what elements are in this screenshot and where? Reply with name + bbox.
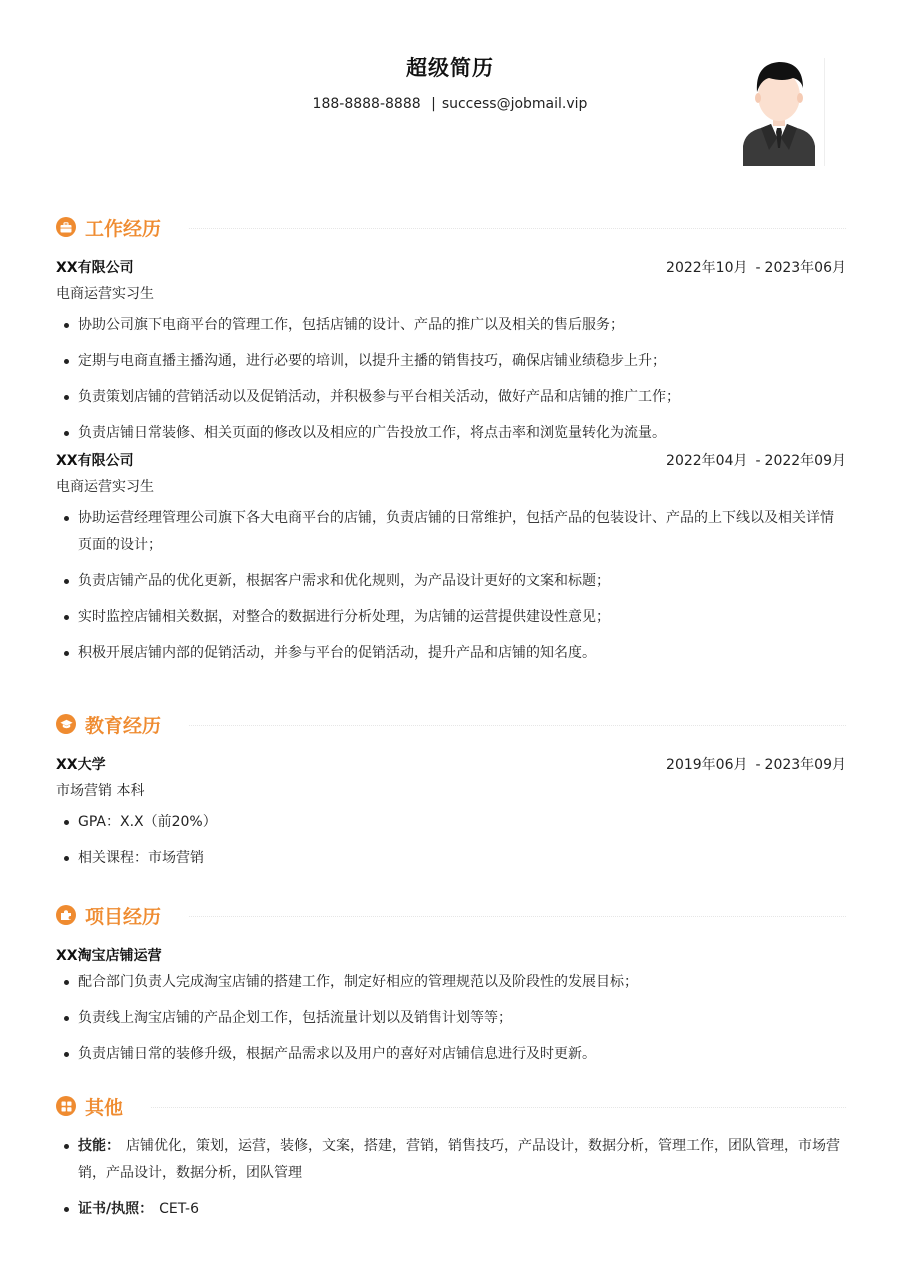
puzzle-icon <box>56 905 76 925</box>
list-item: 负责店铺产品的优化更新，根据客户需求和优化规则，为产品设计更好的文案和标题； <box>56 568 846 595</box>
education-section <box>56 709 846 881</box>
section-divider <box>189 228 846 229</box>
education-details <box>56 809 846 872</box>
skills-label: 技能： <box>78 1138 120 1154</box>
job-title: 电商运营实习生 <box>56 286 154 302</box>
section-divider <box>189 916 846 917</box>
other-section-header <box>56 1091 846 1121</box>
duty-list <box>56 505 846 667</box>
section-divider <box>151 1107 846 1108</box>
other-section <box>56 1091 846 1232</box>
list-item: 协助运营经理管理公司旗下各大电商平台的店铺，负责店铺的日常维护，包括产品的包装设计、产品的上下线以及相关详情 页面的设计； <box>56 505 846 559</box>
start-date: 2022年04月 <box>666 453 748 469</box>
project-name: XX淘宝店铺运营 <box>56 948 162 964</box>
project-section <box>56 900 846 1077</box>
major-degree: 市场营销 本科 <box>56 783 145 799</box>
other-section-title: 其他 <box>85 1096 124 1119</box>
project-section-title: 项目经历 <box>85 905 162 928</box>
end-date: 2022年09月 <box>764 453 846 469</box>
list-item: 协助公司旗下电商平台的管理工作，包括店铺的设计、产品的推广以及相关的售后服务； <box>56 312 846 339</box>
skills-item <box>56 1133 846 1187</box>
certificate-value: CET-6 <box>159 1201 199 1217</box>
other-details <box>56 1133 846 1223</box>
list-item: 负责店铺日常的装修升级，根据产品需求以及用户的喜好对店铺信息进行及时更新。 <box>56 1041 846 1068</box>
education-section-title: 教育经历 <box>85 714 162 737</box>
email-address: success@jobmail.vip <box>441 96 588 112</box>
list-item: 配合部门负责人完成淘宝店铺的搭建工作，制定好相应的管理规范以及阶段性的发展目标； <box>56 969 846 996</box>
list-item: 负责线上淘宝店铺的产品企划工作，包括流量计划以及销售计划等等； <box>56 1005 846 1032</box>
list-item: 负责策划店铺的营销活动以及促销活动，并积极参与平台相关活动，做好产品和店铺的推广工作； <box>56 384 846 411</box>
date-range: 2022年04月 - 2022年09月 <box>666 453 846 469</box>
date-range: 2019年06月 - 2023年09月 <box>666 757 846 773</box>
work-section-header <box>56 212 846 242</box>
education-entry <box>56 754 846 872</box>
education-section-header <box>56 709 846 739</box>
avatar-photo <box>733 58 825 166</box>
list-item: 积极开展店铺内部的促销活动，并参与平台的促销活动，提升产品和店铺的知名度。 <box>56 640 846 667</box>
section-divider <box>189 725 846 726</box>
certificate-item <box>56 1196 846 1223</box>
graduation-cap-icon <box>56 714 76 734</box>
end-date: 2023年09月 <box>764 757 846 773</box>
work-entry <box>56 257 846 447</box>
project-entry <box>56 945 846 1068</box>
job-title: 电商运营实习生 <box>56 479 154 495</box>
list-item: 定期与电商直播主播沟通，进行必要的培训，以提升主播的销售技巧，确保店铺业绩稳步上升； <box>56 348 846 375</box>
list-item: 实时监控店铺相关数据，对整合的数据进行分析处理，为店铺的运营提供建设性意见； <box>56 604 846 631</box>
project-details <box>56 969 846 1068</box>
list-item: 相关课程：市场营销 <box>56 845 846 872</box>
company-name: XX有限公司 <box>56 260 134 276</box>
start-date: 2022年10月 <box>666 260 748 276</box>
resume-name: 超级简历 <box>406 56 494 80</box>
grid-icon <box>56 1096 76 1116</box>
contact-separator: | <box>431 96 436 112</box>
list-item: 负责店铺日常装修、相关页面的修改以及相应的广告投放工作，将点击率和浏览量转化为流量。 <box>56 420 846 447</box>
briefcase-icon <box>56 217 76 237</box>
end-date: 2023年06月 <box>764 260 846 276</box>
skills-value: 店铺优化，策划，运营，装修，文案，搭建，营销，销售技巧，产品设计，数据分析，管理工作，团队管理，市场营销，产品设计，数据分析，团队管理 <box>78 1138 840 1181</box>
school-name: XX大学 <box>56 757 106 773</box>
project-section-header <box>56 900 846 930</box>
list-item: GPA：X.X（前20%） <box>56 809 846 836</box>
work-experience-section <box>56 212 846 676</box>
start-date: 2019年06月 <box>666 757 748 773</box>
date-range: 2022年10月 - 2023年06月 <box>666 260 846 276</box>
certificate-label: 证书/执照： <box>78 1201 154 1217</box>
work-entry <box>56 450 846 667</box>
phone-number: 188-8888-8888 <box>312 96 421 112</box>
company-name: XX有限公司 <box>56 453 134 469</box>
duty-list <box>56 312 846 447</box>
work-section-title: 工作经历 <box>85 217 162 240</box>
